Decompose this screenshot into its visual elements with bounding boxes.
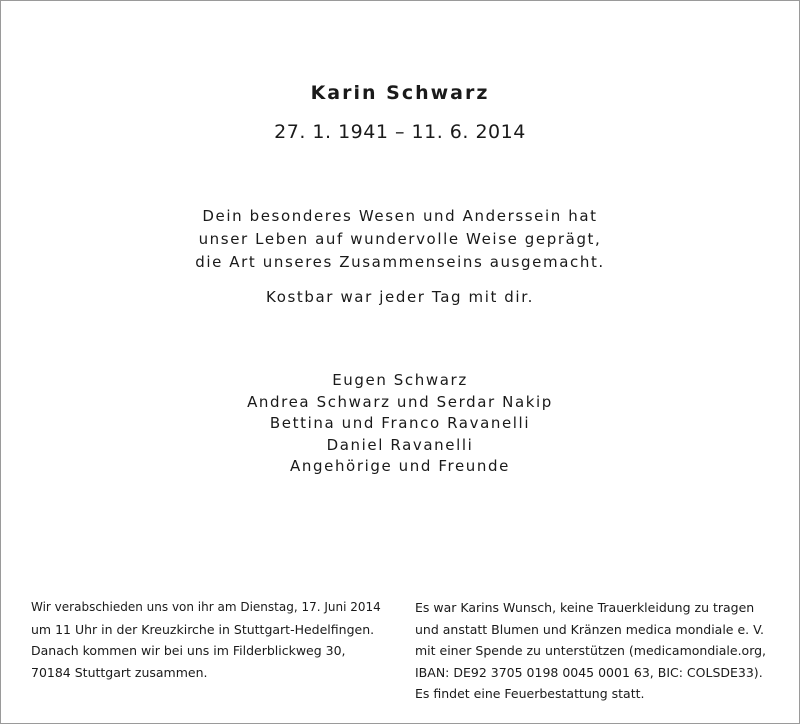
life-dates: 27. 1. 1941 – 11. 6. 2014 bbox=[274, 121, 526, 143]
memorial-motto: Kostbar war jeder Tag mit dir. bbox=[266, 288, 534, 306]
wishes-line: Es war Karins Wunsch, keine Trauerkleidung zu tragen bbox=[415, 600, 755, 615]
mourner-name: Daniel Ravanelli bbox=[326, 435, 474, 454]
funeral-info-block bbox=[31, 597, 385, 683]
mourner-name: Andrea Schwarz und Serdar Nakip bbox=[247, 392, 553, 411]
mourner-name: Eugen Schwarz bbox=[332, 371, 468, 389]
funeral-info-line: 70184 Stuttgart zusammen. bbox=[31, 664, 208, 680]
wishes-line: IBAN: DE92 3705 0198 0045 0001 63, BIC: COLSDE33). bbox=[415, 664, 763, 680]
wishes-line: und anstatt Blumen und Kränzen medica mondiale e. V. bbox=[415, 621, 765, 637]
deceased-name: Karin Schwarz bbox=[310, 82, 490, 104]
wishes-block bbox=[415, 597, 769, 705]
poem-line: unser Leben auf wundervolle Weise geprägt, bbox=[198, 230, 602, 248]
mourner-name: Angehörige und Freunde bbox=[290, 457, 510, 475]
funeral-info-line: um 11 Uhr in der Kreuzkirche in Stuttgart-Hedelfingen. bbox=[31, 621, 375, 637]
mourner-name: Bettina und Franco Ravanelli bbox=[269, 414, 531, 432]
mourners-list bbox=[0, 370, 800, 478]
wishes-line: mit einer Spende zu unterstützen (medicamondiale.org, bbox=[415, 643, 767, 658]
poem-line: die Art unseres Zusammenseins ausgemacht. bbox=[195, 253, 605, 271]
funeral-info-line: Danach kommen wir bei uns im Filderblickweg 30, bbox=[31, 643, 346, 658]
memorial-poem bbox=[0, 205, 800, 274]
wishes-line: Es findet eine Feuerbestattung statt. bbox=[415, 686, 645, 701]
funeral-info-line: Wir verabschieden uns von ihr am Dienstag, 17. Juni 2014 bbox=[31, 600, 381, 614]
poem-line: Dein besonderes Wesen und Anderssein hat bbox=[202, 207, 598, 225]
